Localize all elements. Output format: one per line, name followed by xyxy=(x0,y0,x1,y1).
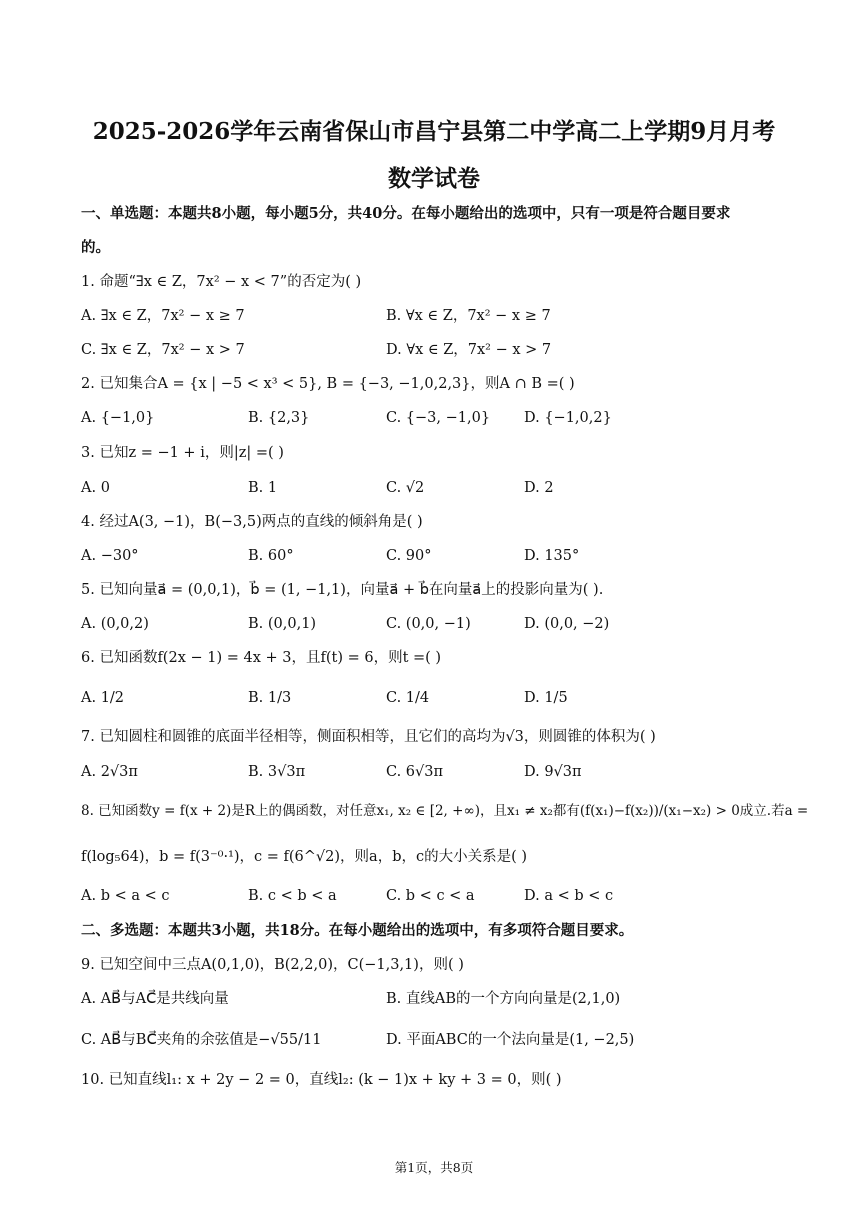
q7-option-a: A. 2√3π xyxy=(81,764,138,780)
q3-option-a: A. 0 xyxy=(81,480,110,496)
q3-option-b: B. 1 xyxy=(248,480,278,496)
q1-option-a: A. ∃x ∈ Z，7x² − x ≥ 7 xyxy=(81,308,245,324)
q4-option-d: D. 135° xyxy=(524,548,580,564)
section-1-header: 一、单选题：本题共8小题，每小题5分，共40分。在每小题给出的选项中，只有一项是符合题目要求 xyxy=(81,205,731,222)
q1-option-c: C. ∃x ∈ Z，7x² − x > 7 xyxy=(81,342,245,358)
q7-option-d: D. 9√3π xyxy=(524,764,582,780)
q5-option-b: B. (0,0,1) xyxy=(248,616,317,632)
exam-subtitle: 数学试卷 xyxy=(388,165,480,192)
q3-option-c: C. √2 xyxy=(386,480,425,496)
page-footer: 第1页，共8页 xyxy=(394,1160,474,1175)
q4-option-b: B. 60° xyxy=(248,548,294,564)
question-1: 1. 命题“∃x ∈ Z，7x² − x < 7”的否定为( ) xyxy=(81,274,362,290)
section-2-header: 二、多选题：本题共3小题，共18分。在每小题给出的选项中，有多项符合题目要求。 xyxy=(81,922,634,939)
q6-option-c: C. 1/4 xyxy=(386,690,430,706)
q5-option-d: D. (0,0, −2) xyxy=(524,616,610,632)
q4-option-a: A. −30° xyxy=(81,548,139,564)
q9-option-d: D. 平面ABC的一个法向量是(1, −2,5) xyxy=(386,1032,635,1048)
q8-option-c: C. b < c < a xyxy=(386,888,475,904)
q6-option-a: A. 1/2 xyxy=(81,690,125,706)
q5-option-a: A. (0,0,2) xyxy=(81,616,149,632)
exam-title: 2025-2026学年云南省保山市昌宁县第二中学高二上学期9月月考 xyxy=(92,118,776,145)
q6-option-b: B. 1/3 xyxy=(248,690,292,706)
question-3: 3. 已知z = −1 + i，则|z| =( ) xyxy=(81,445,284,461)
q3-option-d: D. 2 xyxy=(524,480,554,496)
question-8: 8. 已知函数y = f(x + 2)是R上的偶函数，对任意x₁, x₂ ∈ [2, +∞)，且x₁ ≠ x₂都有(f(x₁)−f(x₂))/(x₁−x₂) > 0成立.若a = xyxy=(81,803,809,819)
q5-option-c: C. (0,0, −1) xyxy=(386,616,471,632)
q8-option-b: B. c < b < a xyxy=(248,888,337,904)
q2-option-a: A. {−1,0} xyxy=(81,410,155,426)
q2-option-b: B. {2,3} xyxy=(248,410,310,426)
question-5: 5. 已知向量a⃗ = (0,0,1)，b⃗ = (1, −1,1)，向量a⃗ + b⃗在向量a⃗上的投影向量为( ). xyxy=(81,582,604,598)
q7-option-c: C. 6√3π xyxy=(386,764,444,780)
question-8-cont: f(log₅64)，b = f(3⁻⁰·¹)，c = f(6^√2)，则a，b，c的大小关系是( ) xyxy=(81,849,528,865)
q7-option-b: B. 3√3π xyxy=(248,764,306,780)
question-2: 2. 已知集合A = {x | −5 < x³ < 5}, B = {−3, −1,0,2,3}，则A ∩ B =( ) xyxy=(81,376,575,392)
question-10: 10. 已知直线l₁: x + 2y − 2 = 0，直线l₂: (k − 1)x + ky + 3 = 0，则( ) xyxy=(81,1072,562,1088)
question-7: 7. 已知圆柱和圆锥的底面半径相等，侧面积相等，且它们的高均为√3，则圆锥的体积为( ) xyxy=(81,729,656,745)
question-9: 9. 已知空间中三点A(0,1,0)，B(2,2,0)，C(−1,3,1)，则( ) xyxy=(81,957,464,973)
section-1-header-cont: 的。 xyxy=(81,239,110,256)
q8-option-d: D. a < b < c xyxy=(524,888,614,904)
question-6: 6. 已知函数f(2x − 1) = 4x + 3，且f(t) = 6，则t =( ) xyxy=(81,650,442,666)
q6-option-d: D. 1/5 xyxy=(524,690,568,706)
q2-option-c: C. {−3, −1,0} xyxy=(386,410,491,426)
q9-option-c: C. AB⃗与BC⃗夹角的余弦值是−√55/11 xyxy=(81,1032,322,1048)
q8-option-a: A. b < a < c xyxy=(81,888,170,904)
q1-option-b: B. ∀x ∈ Z，7x² − x ≥ 7 xyxy=(386,308,551,324)
question-4: 4. 经过A(3, −1)，B(−3,5)两点的直线的倾斜角是( ) xyxy=(81,514,423,530)
q2-option-d: D. {−1,0,2} xyxy=(524,410,612,426)
q9-option-b: B. 直线AB的一个方向向量是(2,1,0) xyxy=(386,991,621,1007)
q1-option-d: D. ∀x ∈ Z，7x² − x > 7 xyxy=(386,342,552,358)
q9-option-a: A. AB⃗与AC⃗是共线向量 xyxy=(81,991,229,1007)
q4-option-c: C. 90° xyxy=(386,548,432,564)
